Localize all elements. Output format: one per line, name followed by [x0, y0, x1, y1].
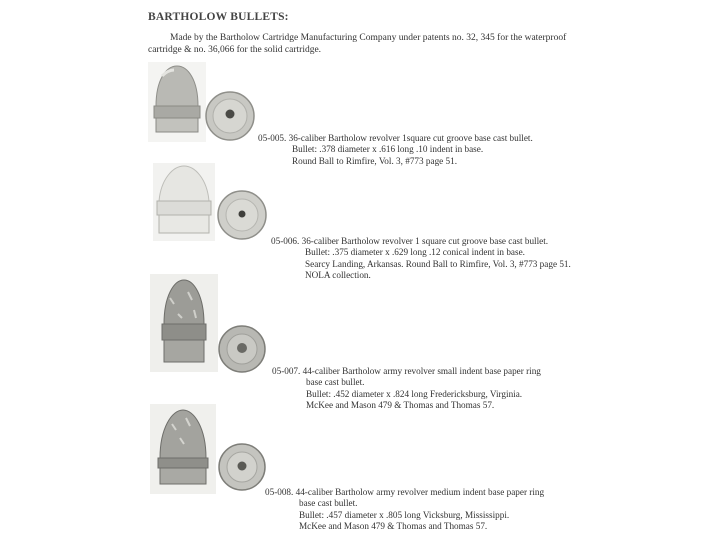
entry-05-008-title: 05-008. 44-caliber Bartholow army revolver medium indent base paper ring: [265, 487, 545, 497]
bullet-photo-05-005-base: [202, 88, 258, 144]
entry-05-005-caption: [258, 133, 533, 167]
bullet-photo-05-006-base: [214, 187, 270, 243]
entry-05-007-dimensions: Bullet: .452 diameter x .824 long Fredericksburg, Virginia.: [306, 388, 523, 399]
entry-05-006-caption: [271, 236, 571, 282]
entry-05-008-subtitle: base cast bullet.: [299, 498, 358, 509]
entry-05-007-title: 05-007. 44-caliber Bartholow army revolver small indent base paper ring: [272, 366, 541, 376]
entry-05-005-title: 05-005. 36-caliber Bartholow revolver 1square cut groove base cast bullet.: [258, 133, 533, 143]
intro-paragraph: [148, 32, 618, 56]
intro-line-2: cartridge & no. 36,066 for the solid cartridge.: [148, 45, 322, 55]
entry-05-007-subtitle: base cast bullet.: [306, 377, 365, 388]
entry-05-005-reference: Round Ball to Rimfire, Vol. 3, #773 page 51.: [292, 155, 458, 166]
entry-05-006-title: 05-006. 36-caliber Bartholow revolver 1 square cut groove base cast bullet.: [271, 236, 549, 246]
intro-line-1: Made by the Bartholow Cartridge Manufacturing Company under patents no. 32, 345 for the waterproof: [170, 33, 567, 43]
entry-05-008-caption: [265, 487, 544, 533]
bullet-photo-05-008-base: [215, 440, 269, 494]
bullet-photo-05-007-side: [150, 274, 218, 372]
entry-05-006-reference: Searcy Landing, Arkansas. Round Ball to Rimfire, Vol. 3, #773 page 51.: [305, 258, 571, 269]
bullet-photo-05-007-base: [215, 322, 269, 376]
bullet-photo-05-005-side: [148, 62, 206, 142]
bullet-photo-05-008-side: [150, 404, 216, 494]
bullet-photo-05-006-side: [153, 163, 215, 241]
entry-05-006-dimensions: Bullet: .375 diameter x .629 long .12 conical indent in base.: [305, 247, 525, 258]
entry-05-007-reference: McKee and Mason 479 & Thomas and Thomas 57.: [306, 400, 495, 411]
entry-05-008-dimensions: Bullet: .457 diameter x .805 long Vicksburg, Mississippi.: [299, 509, 510, 520]
page-title: BARTHOLOW BULLETS:: [148, 11, 289, 23]
entry-05-008-reference: McKee and Mason 479 & Thomas and Thomas 57.: [299, 521, 488, 532]
entry-05-006-collection: NOLA collection.: [305, 270, 371, 281]
entry-05-007-caption: [272, 366, 541, 412]
entry-05-005-dimensions: Bullet: .378 diameter x .616 long .10 indent in base.: [292, 144, 484, 155]
